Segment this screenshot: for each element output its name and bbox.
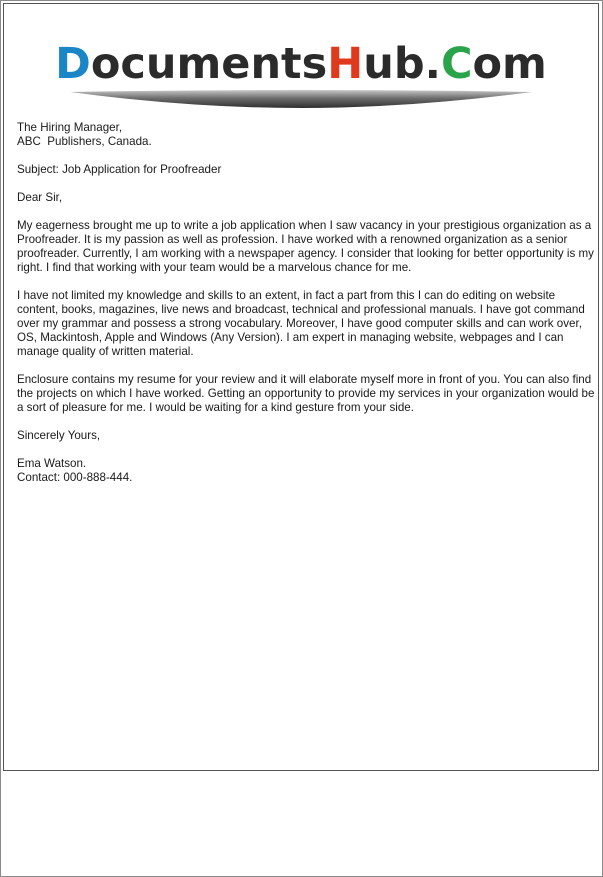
logo-text-ub: ub. — [363, 39, 441, 89]
logo-text-ocuments: ocuments — [90, 39, 328, 89]
logo-letter-c: C — [440, 39, 473, 89]
letter-body — [17, 121, 597, 499]
logo-wordmark — [55, 38, 547, 90]
document-page — [3, 3, 599, 771]
closing: Sincerely Yours, — [17, 429, 101, 442]
page-bottom-margin — [4, 773, 597, 871]
body-paragraph-3: Enclosure contains my resume for your review and it will elaborate myself more in front of you. You can also find the projects on which I have worked. Getting an opportunity to provide my services in your organization would be a sort of pleasure for me. I would be waiting for a kind gesture from your side. — [17, 373, 595, 414]
recipient-title: The Hiring Manager, — [17, 121, 123, 134]
logo-letter-h: H — [327, 39, 364, 89]
body-paragraph-2: I have not limited my knowledge and skills to an extent, in fact a part from this I can do editing on website content, books, magazines, live news and broadcast, technical and professional manuals. I have got command over my grammar and possess a strong vocabulary. Moreover, I have good computer skills and can work over, OS, Mackintosh, Apple and Windows (Any Version). I am expert in managing website, webpages and I can manage quality of written material. — [17, 289, 585, 358]
recipient-company: ABC Publishers, Canada. — [17, 135, 152, 148]
logo-text-om: om — [472, 39, 547, 89]
signature-name: Ema Watson. — [17, 457, 87, 470]
signature-block — [17, 457, 597, 485]
recipient-block — [17, 121, 597, 149]
salutation: Dear Sir, — [17, 191, 63, 204]
signature-contact: Contact: 000-888-444. — [17, 471, 133, 484]
documentshub-logo — [4, 38, 598, 90]
body-paragraph-1: My eagerness brought me up to write a job application when I saw vacancy in your prestigious organization as a Proofreader. It is my passion as well as profession. I have worked with a renowned organization as a senior proofreader. Currently, I am working with a newspaper agency. I consider that looking for better opportunity is my right. I find that working with your team would be a marvelous chance for me. — [17, 219, 594, 274]
subject-line: Subject: Job Application for Proofreader — [17, 163, 222, 176]
logo-letter-d: D — [55, 39, 91, 89]
logo-swoosh — [70, 90, 532, 108]
